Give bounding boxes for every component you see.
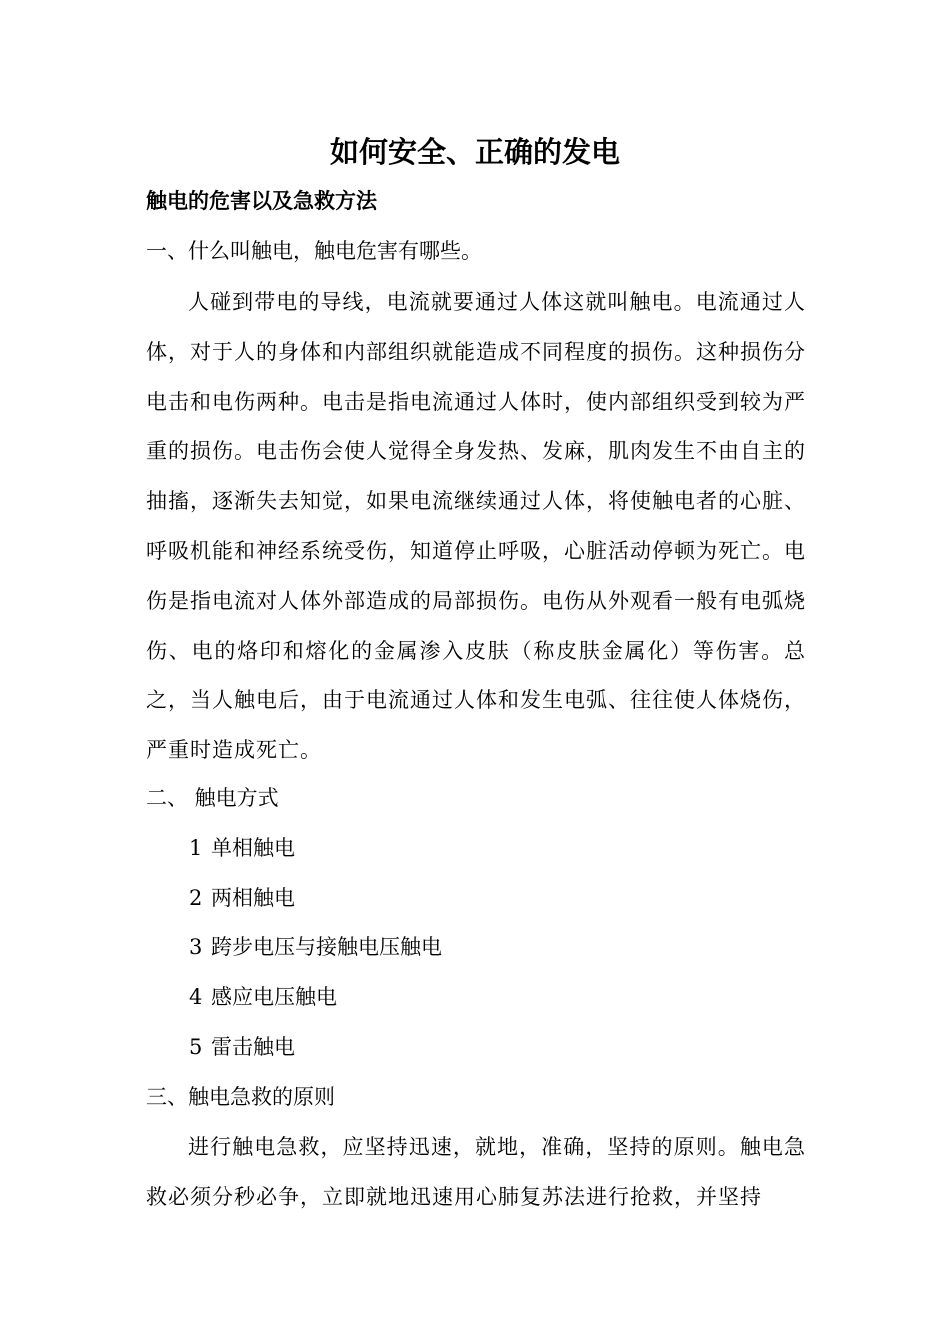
list-item-text: 两相触电 bbox=[211, 886, 295, 910]
section-1-heading: 一、什么叫触电，触电危害有哪些。 bbox=[146, 239, 482, 263]
list-item-text: 雷击触电 bbox=[211, 1035, 295, 1059]
list-item-number: 3 bbox=[189, 935, 203, 959]
list-item bbox=[189, 830, 295, 866]
list-item-number: 2 bbox=[189, 886, 203, 910]
list-item-text: 感应电压触电 bbox=[211, 985, 337, 1009]
section-2-heading: 二、 触电方式 bbox=[146, 786, 279, 810]
list-item-number: 5 bbox=[189, 1035, 203, 1059]
list-item-number: 1 bbox=[189, 836, 203, 860]
section-1-paragraph: 人碰到带电的导线，电流就要通过人体这就叫触电。电流通过人体，对于人的身体和内部组织就能造成不同程度的损伤。这种损伤分电击和电伤两种。电击是指电流通过人体时，使内部组织受到较为严重的损伤。电击伤会使人觉得全身发热、发麻，肌肉发生不由自主的抽搐，逐渐失去知觉，如果电流继续通过人体，将使触电者的心脏、呼吸机能和神经系统受伤，知道停止呼吸，心脏活动停顿为死亡。电伤是指电流对人体外部造成的局部损伤。电伤从外观看一般有电弧烧伤、电的烙印和熔化的金属渗入皮肤（称皮肤金属化）等伤害。总之，当人触电后，由于电流通过人体和发生电弧、往往使人体烧伤，严重时造成死亡。 bbox=[146, 290, 806, 763]
list-item bbox=[189, 929, 442, 965]
list-item bbox=[189, 1029, 295, 1065]
list-item bbox=[189, 979, 337, 1015]
list-item-text: 跨步电压与接触电压触电 bbox=[211, 935, 442, 959]
list-item-text: 单相触电 bbox=[211, 836, 295, 860]
list-item bbox=[189, 880, 295, 916]
list-item-number: 4 bbox=[189, 985, 203, 1009]
section-3-heading: 三、触电急救的原则 bbox=[146, 1085, 335, 1109]
document-title: 如何安全、正确的发电 bbox=[329, 135, 620, 169]
document-subtitle: 触电的危害以及急救方法 bbox=[146, 189, 377, 213]
section-3-paragraph: 进行触电急救，应坚持迅速，就地，准确，坚持的原则。触电急救必须分秒必争，立即就地迅速用心肺复苏法进行抢救，并坚持 bbox=[146, 1135, 806, 1209]
